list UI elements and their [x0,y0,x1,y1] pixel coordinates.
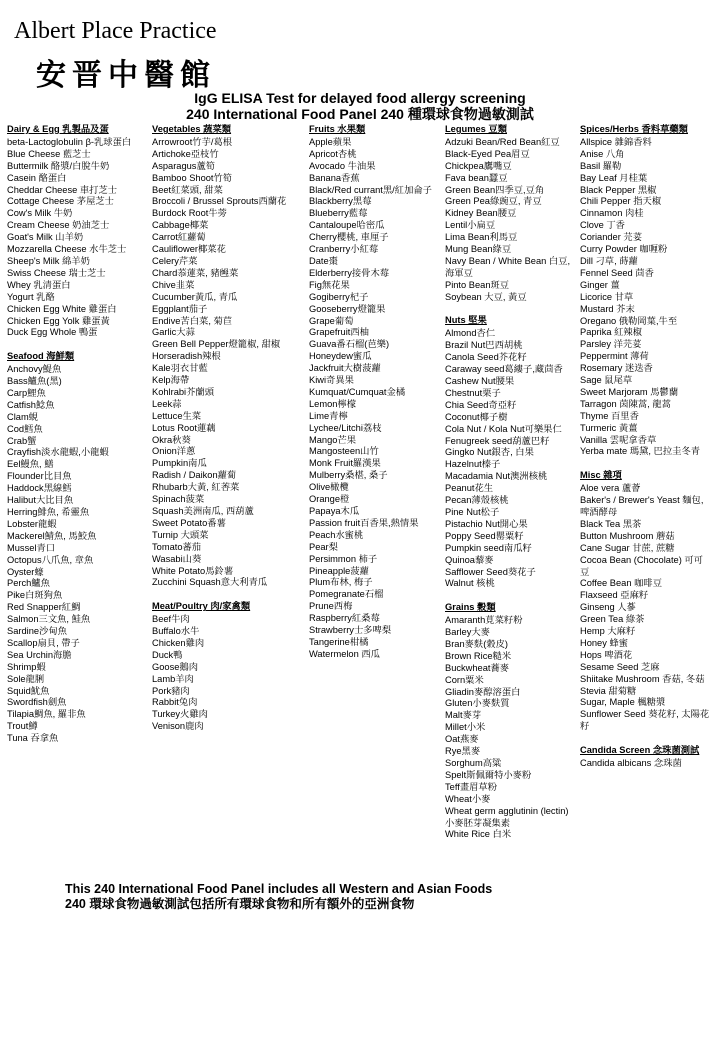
food-item: Passion fruit百香果,熱情果 [309,517,419,528]
food-item: Sorghum高粱 [445,758,502,768]
food-item: Cottage Cheese 茅屋芝士 [7,196,114,207]
food-item: Casein 酪蛋白 [7,172,67,183]
section-title: Vegetables 蔬菜類 [152,124,232,134]
food-item: Cream Cheese 奶油芝士 [7,220,110,231]
food-item: Peppermint 薄荷 [580,351,649,362]
food-item: Poppy Seed罌粟籽 [445,530,524,541]
food-item: Haddock黑線鱈 [7,483,72,494]
food-item: Pork豬肉 [152,685,190,696]
food-column-4 [445,124,571,841]
food-item: Wheat小麥 [445,793,491,804]
food-item: Lime青檸 [309,410,348,421]
food-item: Gogiberry杞子 [309,291,369,302]
food-item: Kumquat/Cumquat金橘 [309,386,406,397]
food-item: Sardine沙甸魚 [7,626,67,637]
food-item: Sweet Marjoram 馬鬱蘭 [580,386,679,397]
food-item: Cow's Milk 牛奶 [7,208,73,219]
food-item: Lobster龍蝦 [7,518,57,529]
food-item: Prune西梅 [309,601,353,612]
food-item: Coconut椰子樹 [445,411,508,422]
food-item: Mussel青口 [7,542,56,553]
test-title-line2: 240 International Food Panel 240 種環球食物過敏測試 [186,106,534,122]
food-item: Flaxseed 亞麻籽 [580,590,649,601]
food-item: Pumpkin南瓜 [152,458,207,469]
food-item: Yerba mate 瑪黛, 巴拉圭冬青 [580,446,701,457]
food-item: Okra秋葵 [152,434,191,445]
food-item: Lemon檸檬 [309,398,357,409]
food-item: Crayfish淡水龍蝦,小龍蝦 [7,447,109,458]
food-item: Crab蟹 [7,435,37,446]
food-item: Onion洋蔥 [152,446,196,457]
food-item: Ginseng 人蔘 [580,602,636,613]
food-item: Chicken Egg Yolk 雞蛋黃 [7,315,110,326]
food-item: Coriander 芫荽 [580,232,643,243]
food-item: Honeydew蜜瓜 [309,351,372,362]
food-item: Canola Seed芥花籽 [445,352,527,363]
footer-note [65,882,492,912]
food-item: Peach水蜜桃 [309,529,364,540]
food-item: Avocado 牛油果 [309,160,376,171]
food-item: Perch鱸魚 [7,578,50,589]
section-gap [445,304,571,316]
food-item: Clove 丁香 [580,220,625,231]
section-title: Legumes 豆類 [445,124,507,134]
food-item: Blueberry藍莓 [309,208,368,219]
food-item: Chickpea鷹嘴豆 [445,160,512,171]
food-item: Mung Bean綠豆 [445,244,512,255]
practice-name-chinese: 安晋中醫館 [36,58,216,93]
food-item: Rabbit兔肉 [152,697,198,708]
food-item: Sole龍脷 [7,673,45,684]
food-item: Pomegranate石榴 [309,589,384,600]
food-item: Cod鱈魚 [7,423,43,434]
food-item: Carp鯉魚 [7,387,46,398]
section-title: Dairy & Egg 乳製品及蛋 [7,124,109,134]
food-item: Soybean 大豆, 黃豆 [445,291,527,302]
food-column-3 [309,124,435,661]
food-item: Watermelon 西瓜 [309,648,380,659]
food-item: Pumpkin seed南瓜籽 [445,542,532,553]
food-item: Thyme 百里香 [580,410,639,421]
food-item: Mangosteen山竹 [309,446,379,457]
food-item: Blue Cheese 藍芝士 [7,148,91,159]
food-item: Eggplant茄子 [152,303,208,314]
food-item: Wasabi山葵 [152,553,202,564]
food-item: Spinach菠菜 [152,494,205,505]
food-item: Honey 蜂蜜 [580,637,629,648]
food-item: Sheep's Milk 綿羊奶 [7,255,90,266]
practice-name: Albert Place Practice [14,18,217,44]
food-item: Kelp海帶 [152,375,190,386]
food-item: Garlic大蒜 [152,327,195,338]
food-item: Plum布林, 梅子 [309,577,373,588]
food-item: Aloe vera 蘆薈 [580,483,641,494]
food-item: Cauliflower椰菜花 [152,244,226,255]
food-item: Cheddar Cheese 車打芝士 [7,184,118,195]
food-item: Pineapple菠蘿 [309,565,369,576]
food-item: Quinoa藜麥 [445,554,494,565]
food-item: Brazil Nut巴西胡桃 [445,340,523,351]
food-item: Octopus八爪魚, 章魚 [7,554,94,565]
food-item: Gliadin麥醇溶蛋白 [445,686,521,697]
food-item: Anchovy鯷魚 [7,364,62,375]
food-item: Red Snapper紅鯛 [7,602,81,613]
footer-line1: This 240 International Food Panel includes all Western and Asian Foods [65,882,493,896]
food-item: Kidney Bean腰豆 [445,208,517,219]
food-item: Hazelnut榛子 [445,459,501,470]
food-item: Corn粟米 [445,674,484,685]
food-item: Macadamia Nut澳洲核桃 [445,471,548,482]
food-item: Amaranth莧菜籽粉 [445,615,523,626]
section-gap [580,458,712,470]
food-item: Elderberry接骨木莓 [309,267,390,278]
section-title: Fruits 水果類 [309,124,366,134]
food-item: Green Tea 綠茶 [580,614,645,625]
section-title: Grains 穀類 [445,602,496,613]
food-item: Pecan薄殼核桃 [445,495,509,506]
food-item: Fennel Seed 茴香 [580,267,654,278]
food-item: Safflower Seed葵花子 [445,566,536,577]
food-item: Brown Rice糙米 [445,650,512,661]
food-item: Kohlrabi芥蘭頭 [152,386,215,397]
food-item: Papaya木瓜 [309,506,360,516]
food-item: Adzuki Bean/Red Bean紅豆 [445,136,560,147]
food-item: Black Tea 黑茶 [580,518,642,529]
food-item: Tomato蕃茄 [152,541,202,552]
food-item: Pear梨 [309,541,338,552]
food-item: Cocoa Bean (Chocolate) 可可豆 [580,554,703,577]
food-item: Malt麥芽 [445,710,482,721]
food-item: White Potato馬鈴薯 [152,565,234,576]
food-item: Hemp 大麻籽 [580,626,636,637]
food-item: Endive苦白菜, 菊苣 [152,315,233,326]
food-item: Lychee/Litchi荔枝 [309,422,382,433]
food-item: Bass鱸魚(黑) [7,376,62,387]
food-item: Duck Egg Whole 鴨蛋 [7,327,98,338]
food-item: Sea Urchin海膽 [7,649,72,660]
food-item: Burdock Root牛蒡 [152,208,227,219]
food-item: Turkey火雞肉 [152,709,208,720]
food-item: Tilapia鯛魚, 羅非魚 [7,709,86,720]
food-item: Dill 刁草, 蒔蘿 [580,255,638,266]
food-item: Halibut大比目魚 [7,495,74,506]
food-item: Whey 乳清蛋白 [7,279,71,290]
food-item: Oregano 俄勒岡葉,牛至 [580,315,678,326]
food-item: Tarragon 茵陳蒿, 龍蒿 [580,398,671,409]
test-title [0,90,720,122]
food-item: Cane Sugar 甘蔗, 蔗糖 [580,542,675,553]
food-item: Zucchini Squash意大利青瓜 [152,577,268,588]
food-item: Apple蘋果 [309,136,352,147]
food-item: Sage 鼠尾草 [580,375,633,386]
food-item: Tangerine柑橘 [309,636,369,647]
section-title: Spices/Herbs 香料草藥類 [580,124,688,134]
food-item: Lettuce生菜 [152,410,202,421]
food-item: Herring鯡魚, 希靈魚 [7,506,90,517]
food-item: Sunflower Seed 葵花籽, 太陽花籽 [580,709,710,732]
food-item: Lotus Root蓮藕 [152,422,216,433]
food-item: Radish / Daikon蘿蔔 [152,470,237,481]
food-item: Chili Pepper 指天椒 [580,196,662,207]
food-item: Basil 羅勒 [580,160,622,171]
food-item: Strawberry士多啤梨 [309,625,392,636]
food-item: Chicken雞肉 [152,637,205,648]
food-item: Celery芹菜 [152,255,198,266]
food-item: Turmeric 黃薑 [580,422,638,433]
food-item: Beef牛肉 [152,614,190,625]
food-item: Lentil小扁豆 [445,220,496,231]
food-item: Mackerel鯖魚, 馬鮫魚 [7,530,97,541]
section-title: Nuts 堅果 [445,315,487,326]
food-item: Chard菾蓮菜, 豬乸菜 [152,267,239,278]
food-item: Bay Leaf 月桂葉 [580,172,648,183]
section-title: Seafood 海鮮類 [7,351,75,362]
food-item: Oyster蠔 [7,566,44,577]
food-item: Squid魷魚 [7,685,50,696]
food-item: Jackfruit大樹菠蘿 [309,363,381,374]
food-item: Mustard 芥末 [580,303,635,314]
food-item: Scallop扇貝, 帶子 [7,637,80,648]
food-item: Mango芒果 [309,434,357,445]
food-item: Hops 啤酒花 [580,649,633,660]
food-item: Green Bell Pepper燈籠椒, 甜椒 [152,339,281,350]
food-item: Chive韭菜 [152,279,195,290]
food-item: Buttermilk 酪漿/白脫牛奶 [7,160,110,171]
test-title-line1: IgG ELISA Test for delayed food allergy screening [194,90,526,106]
food-column-2 [152,124,302,733]
food-item: Kiwi奇異果 [309,375,354,386]
food-item: Lima Bean利馬豆 [445,232,518,243]
food-item: Rosemary 迷迭香 [580,363,653,374]
food-item: Cantaloupe哈密瓜 [309,220,385,231]
food-item: Guava番石榴(芭樂) [309,339,390,350]
food-item: Turnip 大頭菜 [152,529,209,540]
food-item: Barley大麥 [445,627,490,638]
food-item: Date棗 [309,255,338,266]
food-item: Monk Fruit羅漢果 [309,458,381,469]
food-item: Parsley 洋芫荽 [580,339,642,350]
food-item: Almond杏仁 [445,328,496,339]
food-item: Pike白斑狗魚 [7,590,63,601]
section-gap [7,339,145,351]
food-item: Broccoli / Brussel Sprouts西蘭花 [152,196,287,207]
food-item: Persimmon 柿子 [309,553,378,564]
food-item: Gooseberry燈籠果 [309,303,386,314]
food-item: Salmon三文魚, 鮭魚 [7,614,91,625]
food-item: Sweet Potato番薯 [152,517,226,528]
food-item: Sesame Seed 芝麻 [580,661,660,672]
food-item: Wheat germ agglutinin (lectin) 小麥胚芽凝集素 [445,805,569,828]
food-item: Cranberry小紅莓 [309,244,379,255]
food-item: Flounder比目魚 [7,471,72,482]
food-item: Pistachio Nut開心果 [445,518,528,529]
food-item: Goat's Milk 山羊奶 [7,232,84,243]
food-item: Oat燕麥 [445,734,479,745]
food-item: beta-Lactoglobulin β-乳球蛋白 [7,136,132,147]
food-item: Duck鴨 [152,649,183,660]
food-item: Allspice 雜錦香料 [580,136,652,147]
food-item: Tuna 吞拿魚 [7,733,59,744]
food-item: Cola Nut / Kola Nut可樂果仁 [445,423,562,434]
food-item: Curry Powder 咖喱粉 [580,244,668,255]
food-item: Venison鹿肉 [152,721,204,732]
food-item: Rhubarb大黃, 紅莕菜 [152,482,240,493]
food-item: Vanilla 雲呢拿香草 [580,434,657,445]
food-item: Clam蜆 [7,411,38,422]
food-item: Raspberry紅桑莓 [309,613,380,624]
food-item: Pine Nut松子 [445,506,500,517]
food-item: Gluten小麥麩質 [445,698,510,709]
food-item: Lamb羊肉 [152,673,194,684]
food-item: Fenugreek seed葫蘆巴籽 [445,435,550,446]
food-item: Walnut 核桃 [445,578,495,589]
food-item: Blackberry黑莓 [309,196,372,207]
food-item: Mozzarella Cheese 水牛芝士 [7,244,127,255]
food-item: Cinnamon 肉桂 [580,208,644,219]
food-item: Banana香蕉 [309,172,360,183]
food-item: Black/Red currant黑/紅加侖子 [309,184,432,195]
food-item: Grape葡萄 [309,315,354,326]
food-item: Sugar, Maple 楓糖漿 [580,697,666,708]
food-item: Black Pepper 黑椒 [580,184,657,195]
food-item: Pinto Bean斑豆 [445,279,510,290]
food-item: White Rice 白米 [445,829,512,840]
food-item: Bamboo Shoot竹筍 [152,172,233,183]
food-item: Bran麥麩(穀皮) [445,638,509,649]
food-item: Cashew Nut腰果 [445,376,515,387]
footer-line2: 240 環球食物過敏測試包括所有環球食物和所有額外的亞洲食物 [65,897,415,911]
food-item: Shiitake Mushroom 香菇, 冬菇 [580,673,705,684]
food-item: Carrot紅蘿蔔 [152,232,206,243]
section-title: Meat/Poultry 肉/家禽類 [152,601,251,612]
food-item: Chia Seed奇亞籽 [445,399,517,410]
food-item: Artichoke亞枝竹 [152,148,219,159]
food-item: Anise 八角 [580,148,625,159]
food-item: Chestnut栗子 [445,387,501,398]
food-item: Candida albicans 念珠菌 [580,758,682,768]
food-item: Swiss Cheese 瑞士芝士 [7,267,106,278]
food-item: Black-Eyed Pea眉豆 [445,148,530,159]
food-column-5 [580,124,712,770]
food-item: Fig無花果 [309,279,350,290]
food-item: Green Pea綠豌豆, 青豆 [445,196,542,207]
food-item: Cabbage椰菜 [152,220,209,231]
food-item: Navy Bean / White Bean 白豆, 海軍豆 [445,255,571,278]
food-item: Eel鰻魚, 鱔 [7,459,54,470]
food-item: Swordfish劍魚 [7,697,67,708]
food-item: Chicken Egg White 雞蛋白 [7,303,117,314]
section-gap [580,733,712,745]
food-item: Baker's / Brewer's Yeast 麵包, 啤酒酵母 [580,495,704,517]
section-title: Misc 雜項 [580,470,622,481]
food-item: Squash美洲南瓜, 西葫蘆 [152,506,254,516]
food-item: Spelt斯佩爾特小麥粉 [445,769,532,780]
food-item: Kale羽衣甘藍 [152,363,208,374]
food-item: Paprika 紅辣椒 [580,327,642,338]
food-item: Beet紅菜頭, 甜菜 [152,184,223,195]
food-item: Cherry櫻桃, 車厘子 [309,232,389,243]
food-item: Yogurt 乳酪 [7,291,55,302]
food-item: Caraway seed葛縷子,藏茴香 [445,364,563,375]
food-item: Green Bean四季豆,豆角 [445,184,545,195]
food-item: Apricot杏桃 [309,148,357,159]
food-item: Fava bean蠶豆 [445,172,508,183]
section-gap [152,589,302,601]
food-item: Peanut花生 [445,483,494,494]
food-item: Millet小米 [445,722,486,733]
food-item: Buckwheat蕎麥 [445,662,510,673]
food-item: Teff畫眉草粉 [445,781,498,792]
food-item: Buffalo水牛 [152,626,200,637]
food-item: Leek蒜 [152,398,182,409]
food-item: Ginger 薑 [580,279,620,290]
food-item: Grapefruit西柚 [309,327,369,338]
food-item: Gingko Nut銀杏, 白果 [445,447,534,458]
food-column-1 [7,124,145,745]
food-item: Shrimp蝦 [7,661,46,672]
food-item: Stevia 甜菊糖 [580,685,637,696]
food-item: Trout鱒 [7,721,38,732]
section-gap [445,590,571,602]
food-item: Button Mushroom 蘑菇 [580,530,675,541]
food-item: Rye黑麥 [445,746,481,757]
food-item: Cucumber黃瓜, 青瓜 [152,291,238,302]
food-item: Mulberry桑椹, 桑子 [309,470,388,481]
food-item: Orange橙 [309,494,350,505]
food-item: Catfish鯰魚 [7,399,55,410]
food-item: Licorice 甘草 [580,291,634,302]
food-item: Olive橄欖 [309,482,349,493]
food-item: Goose鵝肉 [152,661,198,672]
section-title: Candida Screen 念珠菌測試 [580,745,700,756]
food-item: Asparagus蘆筍 [152,160,216,171]
food-item: Horseradish辣根 [152,351,221,362]
food-item: Coffee Bean 咖啡豆 [580,578,662,589]
food-item: Arrowroot竹芋/葛根 [152,136,233,147]
